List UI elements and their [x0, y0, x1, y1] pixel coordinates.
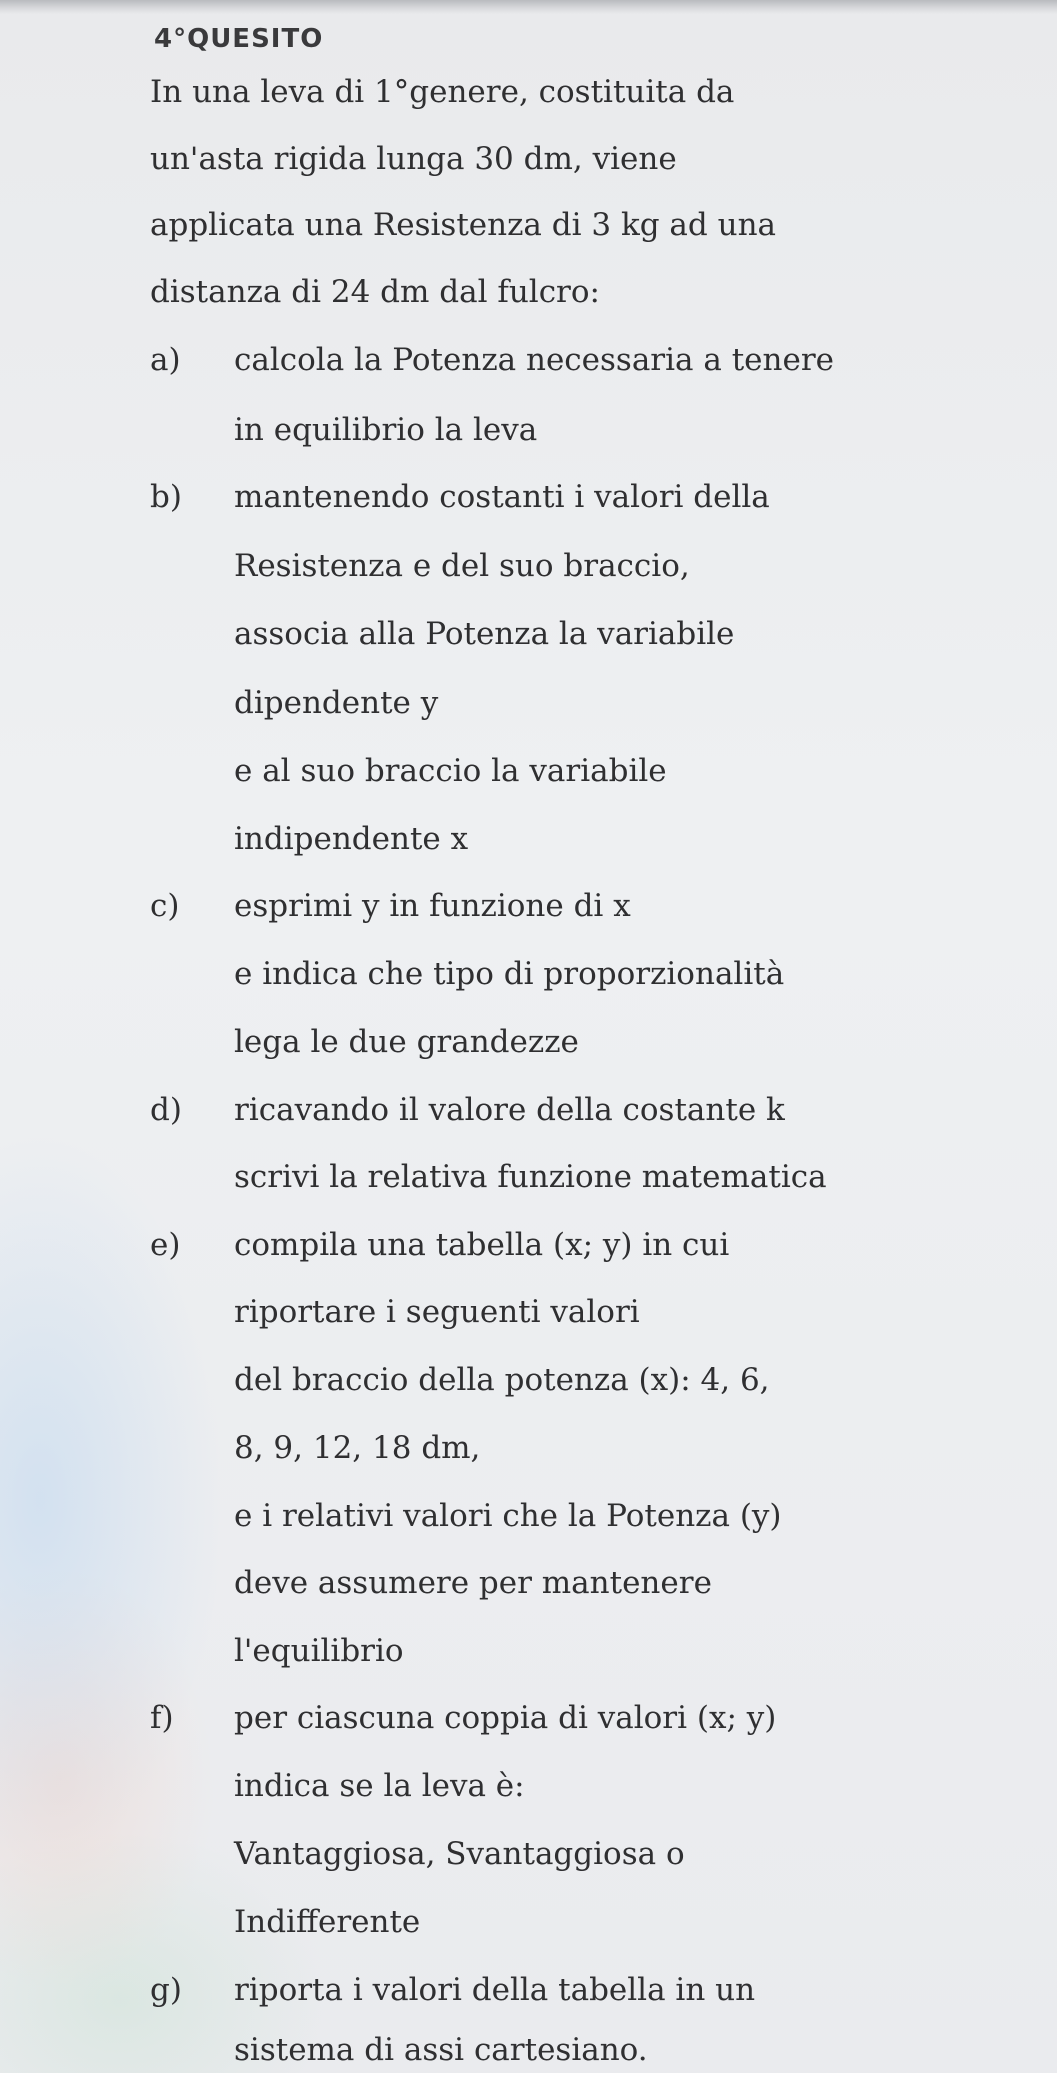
item-g-line-2: sistema di assi cartesiano.	[234, 2032, 648, 2068]
item-a-label: a)	[150, 342, 181, 378]
item-f-label: f)	[150, 1700, 174, 1736]
intro-line-1	[150, 72, 780, 112]
item-b-line-5: e al suo braccio la variabile	[234, 753, 667, 789]
item-e-line-3: del braccio della potenza (x): 4, 6,	[234, 1362, 770, 1398]
item-b-line-2: Resistenza e del suo braccio,	[234, 548, 690, 584]
item-f-line-1: per ciascuna coppia di valori (x; y)	[234, 1700, 777, 1736]
item-d-line-1: ricavando il valore della costante k	[234, 1092, 785, 1128]
item-c-line-3: lega le due grandezze	[234, 1024, 579, 1060]
item-b-line-6: indipendente x	[234, 821, 469, 857]
item-c-line-1: esprimi y in funzione di x	[234, 888, 631, 924]
item-e-line-4: 8, 9, 12, 18 dm,	[234, 1430, 481, 1466]
item-d-label: d)	[150, 1092, 182, 1128]
item-e-line-5: e i relativi valori che la Potenza (y)	[234, 1498, 782, 1534]
item-c-line-2: e indica che tipo di proporzionalità	[234, 956, 785, 992]
page-title: 4°QUESITO	[154, 24, 324, 54]
item-f-line-3: Vantaggiosa, Svantaggiosa o	[234, 1836, 685, 1872]
intro-line-3: applicata una Resistenza di 3 kg ad una	[150, 207, 777, 243]
item-b-line-4: dipendente y	[234, 685, 439, 721]
intro-line-1-text: In una leva di 1°genere, costituita da	[150, 74, 735, 110]
intro-line-4: distanza di 24 dm dal fulcro:	[150, 274, 600, 310]
item-e-line-6: deve assumere per mantenere	[234, 1565, 712, 1601]
item-e-label: e)	[150, 1227, 181, 1263]
item-b-line-3: associa alla Potenza la variabile	[234, 616, 735, 652]
item-c-label: c)	[150, 888, 180, 924]
item-f-line-2: indica se la leva è:	[234, 1768, 525, 1804]
item-d-line-2: scrivi la relativa funzione matematica	[234, 1159, 827, 1195]
item-g-line-1: riporta i valori della tabella in un	[234, 1972, 756, 2008]
item-a-line-1: calcola la Potenza necessaria a tenere	[234, 342, 834, 378]
item-e-line-2: riportare i seguenti valori	[234, 1294, 640, 1330]
item-b-label: b)	[150, 479, 182, 515]
top-rule	[0, 0, 1057, 14]
intro-line-2: un'asta rigida lunga 30 dm, viene	[150, 141, 677, 177]
item-e-line-7: l'equilibrio	[234, 1633, 404, 1669]
item-e-line-1: compila una tabella (x; y) in cui	[234, 1227, 730, 1263]
item-g-label: g)	[150, 1972, 182, 2008]
item-f-line-4: Indifferente	[234, 1904, 421, 1940]
item-a-line-2: in equilibrio la leva	[234, 412, 538, 448]
item-b-line-1: mantenendo costanti i valori della	[234, 479, 770, 515]
